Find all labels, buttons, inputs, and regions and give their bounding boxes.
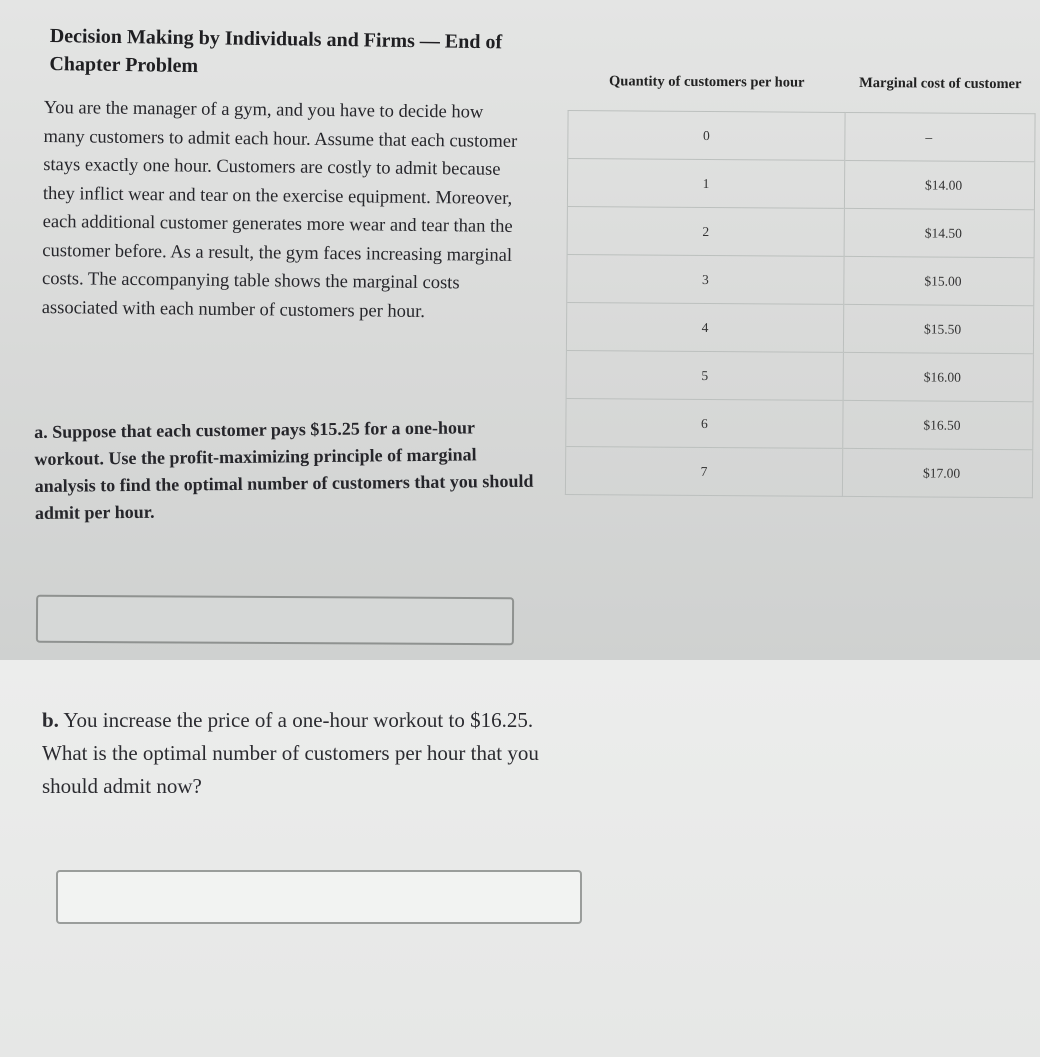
table-row bbox=[566, 350, 1033, 401]
cell-marginal-cost: – bbox=[845, 112, 1035, 161]
cell-quantity: 3 bbox=[567, 254, 844, 304]
part-b-label: b. bbox=[42, 708, 59, 732]
cell-marginal-cost: $14.50 bbox=[844, 208, 1034, 257]
problem-title: Decision Making by Individuals and Firms — End of Chapter Problem bbox=[49, 24, 503, 78]
header-quantity: Quantity of customers per hour bbox=[608, 72, 805, 91]
part-b-answer-input[interactable] bbox=[56, 870, 582, 924]
part-b-question bbox=[42, 704, 562, 803]
cell-marginal-cost: $16.50 bbox=[843, 400, 1033, 449]
table-row bbox=[565, 446, 1032, 497]
cell-marginal-cost: $15.00 bbox=[844, 256, 1034, 305]
table-header-row bbox=[568, 52, 1035, 114]
cell-marginal-cost: $17.00 bbox=[842, 448, 1032, 497]
part-a-answer-input[interactable] bbox=[36, 595, 514, 646]
cell-marginal-cost: $15.50 bbox=[843, 304, 1033, 353]
table-row bbox=[567, 159, 1034, 210]
header-marginal-cost: Marginal cost of customer bbox=[859, 74, 1022, 92]
problem-intro: You are the manager of a gym, and you have to decide how many customers to admit each hour. Assume that each customer stays exactly one hour. Customers are costly to admit because they inflict wear and tear on the exercise equipment. Moreover, each additional customer generates more wear and tear than the customer before. As a result, the gym faces increasing marginal costs. The accompanying table shows the marginal costs associated with each number of customers per hour. bbox=[41, 97, 518, 322]
question-column bbox=[34, 22, 544, 523]
cell-quantity: 6 bbox=[566, 398, 843, 448]
cell-quantity: 0 bbox=[568, 111, 845, 161]
part-b-text: You increase the price of a one-hour workout to $16.25. What is the optimal number of customers per hour that you should admit now? bbox=[42, 708, 539, 798]
part-a-question: a. Suppose that each customer pays $15.25 for a one-hour workout. Use the profit-maximizing principle of marginal analysis to find the optimal number of customers that you should admit per hour. bbox=[34, 417, 534, 523]
cell-quantity: 7 bbox=[565, 446, 842, 496]
table-row bbox=[566, 398, 1033, 449]
table-row bbox=[567, 254, 1034, 305]
table-row bbox=[567, 206, 1034, 257]
table-row bbox=[566, 302, 1033, 353]
screen-page bbox=[0, 660, 1040, 1057]
cell-marginal-cost: $16.00 bbox=[843, 352, 1033, 401]
marginal-cost-table bbox=[565, 52, 1040, 495]
cell-quantity: 1 bbox=[567, 159, 844, 209]
cell-quantity: 5 bbox=[566, 350, 843, 400]
cell-quantity: 4 bbox=[566, 302, 843, 352]
table-row bbox=[568, 111, 1035, 162]
cell-quantity: 2 bbox=[567, 206, 844, 256]
cell-marginal-cost: $14.00 bbox=[844, 160, 1034, 209]
